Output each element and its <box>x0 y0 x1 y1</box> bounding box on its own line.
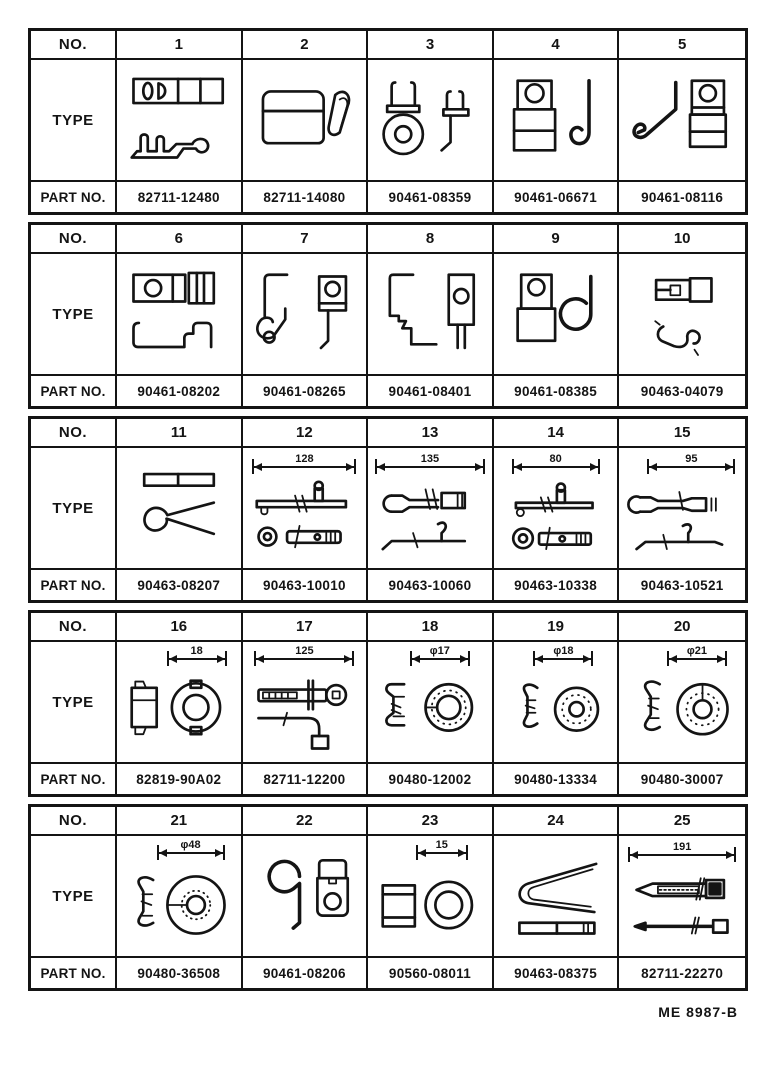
part-drawing-cell <box>619 254 745 376</box>
column-number: 18 <box>368 613 494 642</box>
column-number: 14 <box>494 419 620 448</box>
dimension-label: 191 <box>670 841 694 853</box>
part-number: 90463-04079 <box>640 383 724 399</box>
part-drawing-21 <box>121 862 237 948</box>
dimension-arrow <box>475 463 483 471</box>
row-label-part: PART NO. <box>31 958 117 988</box>
parts-table-1 <box>28 28 748 215</box>
part-drawing-cell <box>117 60 243 182</box>
dimension-label: 135 <box>418 453 442 465</box>
column-number: 3 <box>368 31 494 60</box>
dimension-arrow <box>344 655 352 663</box>
row-label-part: PART NO. <box>31 570 117 600</box>
dimension-label: 125 <box>292 645 316 657</box>
part-number: 90560-08011 <box>368 958 494 988</box>
dimension-arrow <box>726 851 734 859</box>
part-number: 82711-14080 <box>243 182 369 212</box>
part-drawing-4 <box>498 68 614 172</box>
dimension-label: 18 <box>187 645 205 657</box>
row-label-type: TYPE <box>31 836 117 958</box>
dimension <box>647 453 735 474</box>
column-number: 22 <box>243 807 369 836</box>
dimension <box>512 453 600 474</box>
part-number: 90480-36508 <box>117 958 243 988</box>
part-drawing-5 <box>624 68 740 172</box>
part-drawing-cell <box>368 448 494 570</box>
part-drawing-cell <box>243 254 369 376</box>
part-drawing-24 <box>498 844 614 948</box>
part-drawing-3 <box>372 68 488 172</box>
dimension-arrow <box>669 655 677 663</box>
part-number: 90461-08385 <box>494 376 620 406</box>
column-number: 20 <box>619 613 745 642</box>
part-number: 82711-12480 <box>117 182 243 212</box>
part-drawing-cell <box>494 836 620 958</box>
part-drawing-cell <box>494 254 620 376</box>
dimension-arrow <box>256 655 264 663</box>
part-number: 90461-08401 <box>368 376 494 406</box>
part-number: 82711-22270 <box>641 965 724 981</box>
dimension-label: φ17 <box>427 645 453 657</box>
part-drawing-20 <box>624 668 740 754</box>
parts-table-3 <box>28 416 748 603</box>
part-number: 90461-08202 <box>117 376 243 406</box>
dimension <box>254 645 354 666</box>
row-label-type: TYPE <box>31 642 117 764</box>
part-number: 90461-08359 <box>368 182 494 212</box>
column-number: 1 <box>117 31 243 60</box>
dimension <box>533 645 593 666</box>
dimension-label: 128 <box>292 453 316 465</box>
part-drawing-10 <box>624 262 740 366</box>
column-number: 23 <box>368 807 494 836</box>
dimension <box>416 839 468 860</box>
dimension <box>167 645 227 666</box>
dimension-arrow <box>254 463 262 471</box>
part-drawing-23 <box>372 862 488 948</box>
row-label-part: PART NO. <box>31 182 117 212</box>
part-drawing-13 <box>372 476 488 558</box>
row-label-type: TYPE <box>31 254 117 376</box>
column-number: 2 <box>243 31 369 60</box>
part-drawing-cell <box>494 448 620 570</box>
part-drawing-16 <box>121 668 237 754</box>
part-number: 82819-90A02 <box>117 764 243 794</box>
part-drawing-cell <box>117 448 243 570</box>
part-number: 90480-30007 <box>640 771 724 787</box>
dimension-arrow <box>514 463 522 471</box>
part-drawing-12 <box>246 476 362 558</box>
column-number: 4 <box>494 31 620 60</box>
row-label-no: NO. <box>31 807 117 836</box>
part-drawing-15 <box>624 476 740 558</box>
column-number: 9 <box>494 225 620 254</box>
part-drawing-22 <box>246 844 362 948</box>
dimension-label: 80 <box>546 453 564 465</box>
dimension <box>375 453 485 474</box>
column-number: 12 <box>243 419 369 448</box>
part-drawing-cell <box>368 254 494 376</box>
column-number: 24 <box>494 807 620 836</box>
dimension <box>252 453 356 474</box>
dimension <box>157 839 225 860</box>
dimension-arrow <box>725 463 733 471</box>
part-drawing-25 <box>624 864 740 946</box>
part-number: 90461-08206 <box>243 958 369 988</box>
column-number: 25 <box>619 807 745 836</box>
row-label-part: PART NO. <box>31 764 117 794</box>
part-number: 90461-06671 <box>494 182 620 212</box>
dimension-arrow <box>460 655 468 663</box>
column-number: 21 <box>117 807 243 836</box>
part-drawing-cell <box>619 448 745 570</box>
row-label-no: NO. <box>31 613 117 642</box>
part-drawing-cell <box>117 642 243 764</box>
dimension-arrow <box>717 655 725 663</box>
part-number: 90463-08207 <box>117 570 243 600</box>
row-label-no: NO. <box>31 31 117 60</box>
part-drawing-1 <box>121 68 237 172</box>
part-drawing-cell <box>619 642 745 764</box>
part-drawing-cell <box>619 60 745 182</box>
part-number: 90463-10010 <box>243 570 369 600</box>
column-number: 8 <box>368 225 494 254</box>
part-drawing-8 <box>372 262 488 366</box>
part-drawing-7 <box>246 262 362 366</box>
part-number: 82711-12200 <box>243 764 369 794</box>
part-drawing-2 <box>246 68 362 172</box>
part-drawing-cell <box>368 836 494 958</box>
dimension-arrow <box>649 463 657 471</box>
row-label-part: PART NO. <box>31 376 117 406</box>
part-drawing-11 <box>121 456 237 560</box>
part-drawing-cell <box>368 60 494 182</box>
part-drawing-cell <box>619 836 745 958</box>
dimension-arrow <box>412 655 420 663</box>
column-number: 15 <box>619 419 745 448</box>
dimension-arrow <box>630 851 638 859</box>
part-number: 90461-08265 <box>243 376 369 406</box>
part-drawing-cell <box>243 836 369 958</box>
dimension-label: 15 <box>433 839 451 851</box>
column-number: 5 <box>619 31 745 60</box>
part-drawing-cell <box>117 254 243 376</box>
part-number: 90461-08116 <box>641 189 724 205</box>
dimension-label: φ48 <box>178 839 204 851</box>
dimension-arrow <box>535 655 543 663</box>
part-drawing-14 <box>498 476 614 558</box>
part-drawing-19 <box>498 668 614 754</box>
dimension-arrow <box>159 849 167 857</box>
column-number: 16 <box>117 613 243 642</box>
part-number: 90463-10521 <box>640 577 724 593</box>
column-number: 7 <box>243 225 369 254</box>
part-drawing-cell <box>243 448 369 570</box>
part-number: 90463-10338 <box>494 570 620 600</box>
row-label-type: TYPE <box>31 448 117 570</box>
part-drawing-6 <box>121 262 237 366</box>
dimension-label: φ21 <box>684 645 710 657</box>
dimension-arrow <box>583 655 591 663</box>
column-number: 11 <box>117 419 243 448</box>
dimension-arrow <box>590 463 598 471</box>
dimension-arrow <box>458 849 466 857</box>
dimension-arrow <box>418 849 426 857</box>
dimension <box>628 841 736 862</box>
part-drawing-cell <box>117 836 243 958</box>
parts-table-2 <box>28 222 748 409</box>
dimension-arrow <box>217 655 225 663</box>
dimension-arrow <box>169 655 177 663</box>
part-number: 90480-12002 <box>368 764 494 794</box>
document-code: ME 8987-B <box>658 1004 738 1020</box>
part-number: 90463-08375 <box>494 958 620 988</box>
dimension-label: φ18 <box>550 645 576 657</box>
dimension-arrow <box>377 463 385 471</box>
part-drawing-17 <box>246 668 362 754</box>
row-label-no: NO. <box>31 419 117 448</box>
part-drawing-cell <box>494 60 620 182</box>
part-drawing-cell <box>494 642 620 764</box>
parts-table-4 <box>28 610 748 797</box>
parts-table-5 <box>28 804 748 991</box>
column-number: 17 <box>243 613 369 642</box>
column-number: 10 <box>619 225 745 254</box>
column-number: 6 <box>117 225 243 254</box>
dimension <box>667 645 727 666</box>
part-drawing-cell <box>368 642 494 764</box>
dimension-arrow <box>346 463 354 471</box>
part-drawing-cell <box>243 642 369 764</box>
part-number: 90463-10060 <box>368 570 494 600</box>
dimension-label: 95 <box>682 453 700 465</box>
row-label-type: TYPE <box>31 60 117 182</box>
column-number: 13 <box>368 419 494 448</box>
dimension <box>410 645 470 666</box>
dimension-arrow <box>215 849 223 857</box>
column-number: 19 <box>494 613 620 642</box>
part-drawing-18 <box>372 668 488 754</box>
row-label-no: NO. <box>31 225 117 254</box>
part-drawing-cell <box>243 60 369 182</box>
part-number: 90480-13334 <box>494 764 620 794</box>
part-drawing-9 <box>498 262 614 366</box>
